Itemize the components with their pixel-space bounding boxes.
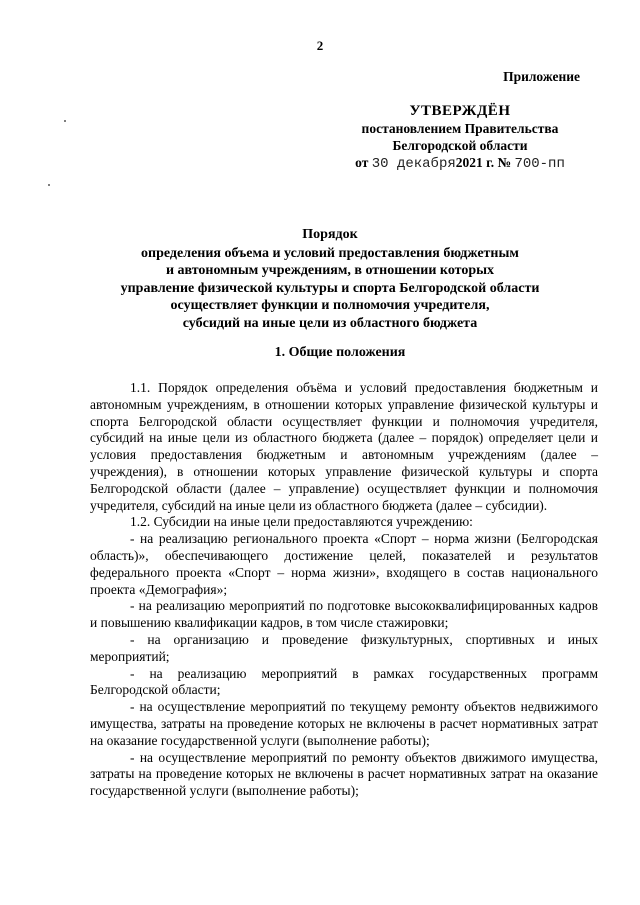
title-line-2: определения объема и условий предоставления бюджетным — [141, 245, 519, 261]
title-line-6: субсидий на иные цели из областного бюджета — [182, 315, 478, 331]
appendix-label: Приложение — [503, 69, 580, 84]
approved-label: УТВЕРЖДЁН — [409, 103, 511, 119]
date-year: 2021 г. — [455, 155, 495, 170]
list-item: - на осуществление мероприятий по ремонту объектов движимого имущества, затраты на проведение которых не включены в расчет нормативных затрат на оказание государственной услуги (выполнение работы); — [90, 749, 598, 799]
list-item: - на реализацию регионального проекта «Спорт – норма жизни (Белгородская область)», обеспечивающего достижение целей, показателей и результатов федерального проекта «Спорт – норма жизни», входящего в состав национального проекта «Демография»; — [90, 531, 598, 597]
title-line-1: Порядок — [302, 227, 358, 242]
section-heading: 1. Общие положения — [274, 345, 406, 360]
list-item: - на организацию и проведение физкультурных, спортивных и иных мероприятий; — [90, 631, 598, 664]
list-item: - на осуществление мероприятий по текущему ремонту объектов недвижимого имущества, затраты на проведение которых не включены в расчет нормативных затрат на оказание государственной услуги (выполнение работы); — [90, 699, 598, 748]
scan-speck — [48, 184, 50, 186]
paragraph-1-2: 1.2. Субсидии на иные цели предоставляются учреждению: — [130, 514, 473, 530]
approved-by-line2: Белгородской области — [392, 138, 528, 153]
list-item: - на реализацию мероприятий по подготовке высококвалифицированных кадров и повышению квалификации кадров, в том числе стажировки; — [90, 598, 598, 631]
approval-date-line — [340, 154, 580, 173]
approved-by-line1: постановлением Правительства — [361, 121, 559, 136]
title-line-4: управление физической культуры и спорта Белгородской области — [120, 280, 540, 296]
list-item: - на реализацию мероприятий в рамках государственных программ Белгородской области; — [90, 665, 598, 698]
date-prefix: от — [355, 155, 369, 170]
title-line-5: осуществляет функции и полномочия учредителя, — [170, 298, 490, 313]
approval-stamp-block — [340, 68, 580, 173]
page-number: 2 — [316, 38, 324, 53]
scan-speck — [64, 120, 66, 122]
title-line-3: и автономным учреждениям, в отношении которых — [165, 263, 495, 278]
number-sign: № — [497, 155, 512, 170]
paragraph-1-1: 1.1. Порядок определения объёма и условий предоставления бюджетным и автономным учреждениям, в отношении которых управление физической культуры и спорта Белгородской области осуществляет функции и полномочия учредителя, субсидий на иные цели из областного бюджета (далее – порядок) определяет цели и условия предоставления бюджетным и автономным учреждениям (далее – учреждения), в отношении которых управление физической культуры и спорта Белгородской области (далее – управление) осуществляет функции и полномочия учредителя, субсидий на иные цели из областного бюджета (далее – субсидии). — [90, 380, 598, 513]
handwritten-number: 700-пп — [514, 156, 565, 172]
handwritten-date: 30 декабря — [371, 156, 456, 172]
body-text — [90, 380, 598, 800]
document-title — [70, 226, 590, 332]
